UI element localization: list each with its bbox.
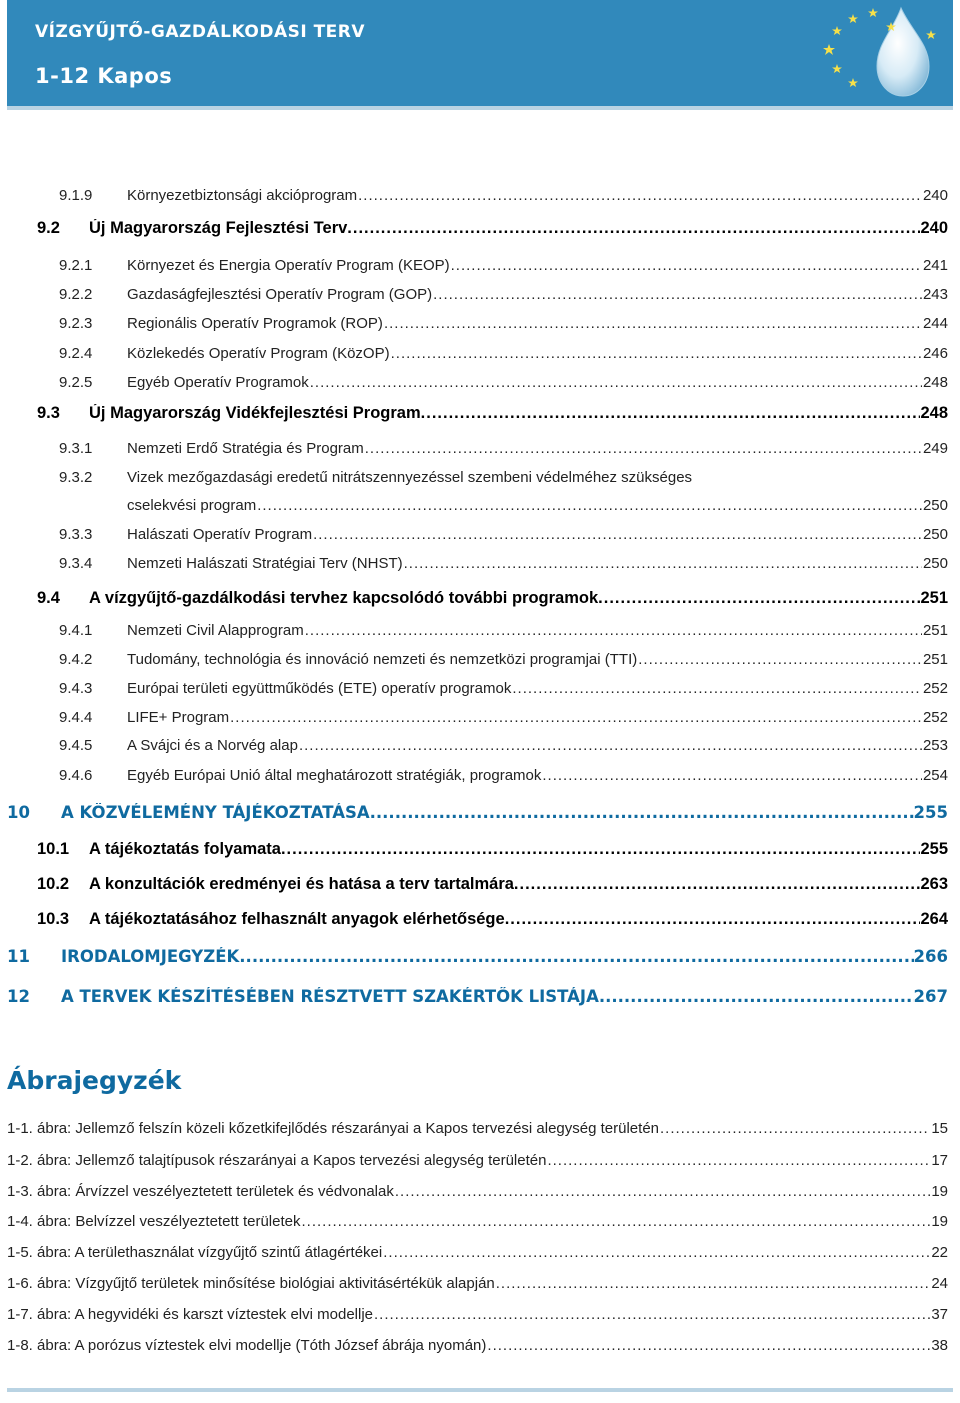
toc-title: Gazdaságfejlesztési Operatív Program (GOP) xyxy=(127,286,433,303)
toc-title: IRODALOMJEGYZÉK xyxy=(61,947,240,966)
toc-entry-first-line[interactable] xyxy=(59,469,948,486)
toc-leader xyxy=(505,910,921,929)
toc-number: 9.3 xyxy=(37,404,60,422)
toc-number: 9.4.6 xyxy=(59,767,93,784)
figure-leader xyxy=(487,1337,930,1354)
toc-title: A TERVEK KÉSZÍTÉSÉBEN RÉSZTVETT SZAKÉRTŐK LISTÁJA xyxy=(61,987,599,1006)
toc-chapter[interactable] xyxy=(7,803,948,822)
toc-leader xyxy=(365,440,922,457)
toc-title: Nemzeti Halászati Stratégiai Terv (NHST) xyxy=(127,555,403,572)
toc-page: 251 xyxy=(920,589,948,607)
document-title: VÍZGYŰJTŐ-GAZDÁLKODÁSI TERV xyxy=(35,22,366,42)
toc-chapter[interactable] xyxy=(7,987,948,1006)
toc-leader xyxy=(599,987,914,1006)
toc-leader xyxy=(404,555,922,572)
toc-chapter[interactable] xyxy=(7,947,948,966)
toc-entry[interactable] xyxy=(37,840,948,859)
toc-entry[interactable] xyxy=(59,651,948,668)
figure-leader xyxy=(374,1306,930,1323)
toc-entry[interactable] xyxy=(37,875,948,894)
toc-title: Nemzeti Civil Alapprogram xyxy=(127,622,304,639)
figure-page: 24 xyxy=(931,1275,948,1292)
toc-title-continuation: cselekvési program xyxy=(127,497,257,514)
toc-page: 250 xyxy=(922,497,948,514)
toc-entry[interactable] xyxy=(59,257,948,274)
toc-page: 248 xyxy=(920,404,948,422)
figure-entry[interactable] xyxy=(7,1244,948,1261)
toc-leader xyxy=(512,680,922,697)
toc-leader xyxy=(299,737,922,754)
toc-number: 10.3 xyxy=(37,910,70,928)
toc-page: 246 xyxy=(922,345,948,362)
toc-leader xyxy=(358,187,922,204)
toc-title: A vízgyűjtő-gazdálkodási tervhez kapcsolódó további programok xyxy=(89,589,599,607)
toc-leader xyxy=(230,709,922,726)
toc-page: 264 xyxy=(920,910,948,928)
toc-leader xyxy=(239,947,913,966)
figure-leader xyxy=(547,1152,930,1169)
toc-title: Környezet és Energia Operatív Program (KEOP) xyxy=(127,257,450,274)
toc-page: 250 xyxy=(922,555,948,572)
toc-title: Regionális Operatív Programok (ROP) xyxy=(127,315,383,332)
toc-number: 9.4.5 xyxy=(59,737,93,754)
toc-entry-continuation[interactable] xyxy=(127,497,948,514)
toc-page: 240 xyxy=(922,187,948,204)
figure-page: 22 xyxy=(931,1244,948,1261)
toc-leader xyxy=(384,315,922,332)
toc-title: Közlekedés Operatív Program (KözOP) xyxy=(127,345,390,362)
toc-entry[interactable] xyxy=(59,187,948,204)
toc-entry[interactable] xyxy=(37,219,948,238)
toc-leader xyxy=(281,840,921,859)
toc-number: 9.4.4 xyxy=(59,709,93,726)
toc-leader xyxy=(433,286,922,303)
figure-entry[interactable] xyxy=(7,1337,948,1354)
toc-page: 252 xyxy=(922,680,948,697)
toc-page: 255 xyxy=(920,840,948,858)
toc-title: Nemzeti Erdő Stratégia és Program xyxy=(127,440,364,457)
toc-entry[interactable] xyxy=(37,589,948,608)
toc-page: 254 xyxy=(922,767,948,784)
toc-leader xyxy=(347,219,920,238)
toc-page: 255 xyxy=(913,803,948,822)
toc-entry[interactable] xyxy=(59,315,948,332)
toc-number: 10.2 xyxy=(37,875,70,893)
toc-entry[interactable] xyxy=(59,345,948,362)
toc-leader xyxy=(370,803,914,822)
toc-leader xyxy=(451,257,922,274)
toc-entry[interactable] xyxy=(59,555,948,572)
figure-leader xyxy=(660,1120,930,1137)
figure-entry[interactable] xyxy=(7,1275,948,1292)
toc-title: Tudomány, technológia és innováció nemzeti és nemzetközi programjai (TTI) xyxy=(127,651,638,668)
toc-title: Új Magyarország Vidékfejlesztési Program xyxy=(89,404,421,422)
toc-title: LIFE+ Program xyxy=(127,709,230,726)
figure-leader xyxy=(383,1244,930,1261)
toc-title: Európai területi együttműködés (ETE) operatív programok xyxy=(127,680,512,697)
figure-page: 15 xyxy=(931,1120,948,1137)
toc-number: 9.2 xyxy=(37,219,60,237)
figure-title: 1-1. ábra: Jellemző felszín közeli kőzetkifejlődés részarányai a Kapos tervezési alegység területén xyxy=(7,1120,660,1137)
toc-entry[interactable] xyxy=(59,622,948,639)
figure-leader xyxy=(496,1275,931,1292)
document-subtitle: 1-12 Kapos xyxy=(35,64,173,88)
toc-page: 248 xyxy=(922,374,948,391)
figure-page: 17 xyxy=(931,1152,948,1169)
toc-entry[interactable] xyxy=(59,374,948,391)
toc-leader xyxy=(391,345,922,362)
figure-title: 1-6. ábra: Vízgyűjtő területek minősítése biológiai aktivitásértékük alapján xyxy=(7,1275,495,1292)
toc-leader xyxy=(598,589,920,608)
toc-number: 9.3.1 xyxy=(59,440,93,457)
figure-title: 1-4. ábra: Belvízzel veszélyeztetett területek xyxy=(7,1213,301,1230)
toc-page: 252 xyxy=(922,709,948,726)
figure-title: 1-5. ábra: A területhasználat vízgyűjtő szintű átlagértékei xyxy=(7,1244,383,1261)
toc-number: 9.2.4 xyxy=(59,345,93,362)
toc-number: 9.4.2 xyxy=(59,651,93,668)
toc-entry[interactable] xyxy=(59,709,948,726)
toc-page: 240 xyxy=(920,219,948,237)
toc-title: Új Magyarország Fejlesztési Terv xyxy=(89,219,348,237)
figure-title: 1-2. ábra: Jellemző talajtípusok részarányai a Kapos tervezési alegység területén xyxy=(7,1152,547,1169)
toc-title: A Svájci és a Norvég alap xyxy=(127,737,298,754)
toc-number: 9.2.3 xyxy=(59,315,93,332)
figure-entry[interactable] xyxy=(7,1183,948,1200)
document-header xyxy=(7,0,953,110)
toc-page: 251 xyxy=(922,622,948,639)
figure-leader xyxy=(301,1213,930,1230)
eu-stars-water-drop-icon xyxy=(819,0,943,104)
toc-number: 9.1.9 xyxy=(59,187,93,204)
toc-number: 9.2.5 xyxy=(59,374,93,391)
toc-title: A tájékoztatás folyamata xyxy=(89,840,281,858)
toc-entry[interactable] xyxy=(59,680,948,697)
toc-title: Egyéb Operatív Programok xyxy=(127,374,309,391)
toc-title: A tájékoztatásához felhasznált anyagok elérhetősége xyxy=(89,910,505,928)
toc-title: Halászati Operatív Program xyxy=(127,526,313,543)
figure-entry[interactable] xyxy=(7,1152,948,1169)
figure-page: 19 xyxy=(931,1213,948,1230)
toc-number: 9.3.3 xyxy=(59,526,93,543)
toc-page: 267 xyxy=(913,987,948,1006)
figures-heading: Ábrajegyzék xyxy=(7,1066,182,1095)
toc-entry[interactable] xyxy=(59,286,948,303)
toc-entry[interactable] xyxy=(59,440,948,457)
toc-number: 9.2.2 xyxy=(59,286,93,303)
toc-entry[interactable] xyxy=(37,404,948,423)
toc-number: 10 xyxy=(7,803,30,822)
toc-number: 9.3.2 xyxy=(59,469,93,486)
toc-leader xyxy=(313,526,922,543)
toc-entry[interactable] xyxy=(59,526,948,543)
toc-leader xyxy=(638,651,922,668)
toc-leader xyxy=(310,374,922,391)
figure-entry[interactable] xyxy=(7,1120,948,1137)
toc-page: 253 xyxy=(922,737,948,754)
toc-page: 263 xyxy=(920,875,948,893)
toc-number: 12 xyxy=(7,987,30,1006)
toc-leader xyxy=(421,404,921,423)
toc-title: A KÖZVÉLEMÉNY TÁJÉKOZTATÁSA xyxy=(61,803,370,822)
toc-title: A konzultációk eredményei és hatása a terv tartalmára xyxy=(89,875,514,893)
figure-leader xyxy=(395,1183,930,1200)
toc-leader xyxy=(514,875,921,894)
toc-leader xyxy=(542,767,922,784)
toc-title: Egyéb Európai Unió által meghatározott stratégiák, programok xyxy=(127,767,542,784)
toc-entry[interactable] xyxy=(37,910,948,929)
toc-title: Vizek mezőgazdasági eredetű nitrátszennyezéssel szembeni védelméhez szükséges xyxy=(127,469,693,486)
toc-page: 243 xyxy=(922,286,948,303)
toc-number: 9.4.1 xyxy=(59,622,93,639)
toc-leader xyxy=(257,497,922,514)
footer-rule xyxy=(7,1388,953,1392)
toc-number: 9.3.4 xyxy=(59,555,93,572)
toc-number: 9.2.1 xyxy=(59,257,93,274)
toc-page: 244 xyxy=(922,315,948,332)
figure-page: 19 xyxy=(931,1183,948,1200)
toc-page: 249 xyxy=(922,440,948,457)
toc-number: 9.4 xyxy=(37,589,60,607)
toc-page: 266 xyxy=(913,947,948,966)
figure-page: 37 xyxy=(931,1306,948,1323)
toc-number: 9.4.3 xyxy=(59,680,93,697)
toc-leader xyxy=(305,622,922,639)
toc-entry[interactable] xyxy=(59,767,948,784)
figure-title: 1-8. ábra: A porózus víztestek elvi modellje (Tóth József ábrája nyomán) xyxy=(7,1337,487,1354)
figure-entry[interactable] xyxy=(7,1213,948,1230)
toc-entry[interactable] xyxy=(59,737,948,754)
toc-number: 11 xyxy=(7,947,30,966)
toc-number: 10.1 xyxy=(37,840,70,858)
toc-title: Környezetbiztonsági akcióprogram xyxy=(127,187,358,204)
figure-title: 1-3. ábra: Árvízzel veszélyeztetett területek és védvonalak xyxy=(7,1183,394,1200)
toc-page: 250 xyxy=(922,526,948,543)
figure-page: 38 xyxy=(931,1337,948,1354)
figure-title: 1-7. ábra: A hegyvidéki és karszt víztestek elvi modellje xyxy=(7,1306,374,1323)
toc-page: 241 xyxy=(922,257,948,274)
figure-entry[interactable] xyxy=(7,1306,948,1323)
toc-page: 251 xyxy=(922,651,948,668)
